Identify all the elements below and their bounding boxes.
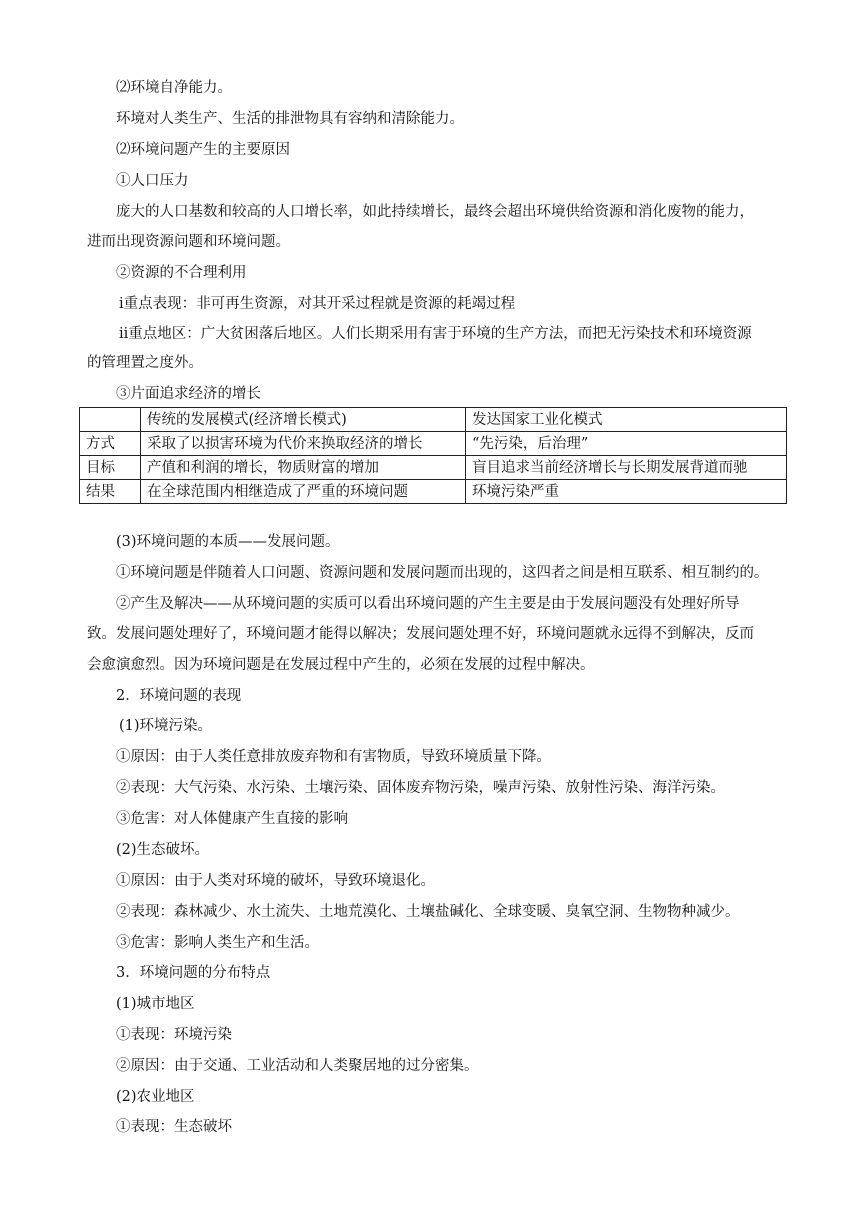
paragraph-line: ②表现：大气污染、水污染、土壤污染、固体废弃物污染，噪声污染、放射性污染、海洋污染。 [116, 780, 725, 796]
paragraph-line: ⑵环境自净能力。 [116, 80, 232, 96]
paragraph-line: ①原因：由于人类任意排放废弃物和有害物质，导致环境质量下降。 [116, 749, 551, 765]
table-header-cell: 传统的发展模式(经济增长模式) [141, 408, 466, 432]
table-cell: 在全球范围内相继造成了严重的环境问题 [141, 480, 466, 504]
paragraph-line: ①表现：环境污染 [116, 1027, 232, 1043]
paragraph-line: ②原因：由于交通、工业活动和人类聚居地的过分密集。 [116, 1058, 479, 1074]
paragraph-line: ⑵环境问题产生的主要原因 [116, 142, 290, 158]
paragraph-line: 环境对人类生产、生活的排泄物具有容纳和清除能力。 [116, 111, 464, 127]
paragraph-line: ②表现：森林减少、水土流失、土地荒漠化、土壤盐碱化、全球变暖、臭氧空洞、生物物种减少。 [116, 904, 740, 920]
paragraph-line: ①人口压力 [116, 173, 189, 189]
paragraph-line: 2．环境问题的表现 [116, 688, 242, 704]
table-cell: “先污染，后治理” [466, 432, 787, 456]
paragraph-line: ③危害：对人体健康产生直接的影响 [116, 811, 348, 827]
paragraph-line: (2)生态破坏。 [116, 842, 210, 858]
paragraph-line: (1)城市地区 [116, 996, 195, 1012]
paragraph-line: (1)环境污染。 [119, 718, 213, 734]
paragraph-line: 3．环境问题的分布特点 [116, 965, 271, 981]
table-row-label: 方式 [80, 432, 141, 456]
paragraph-line: ③危害：影响人类生产和生活。 [116, 935, 319, 951]
paragraph-line: ①表现：生态破坏 [116, 1119, 232, 1135]
paragraph-line: ①原因：由于人类对环境的破坏，导致环境退化。 [116, 873, 435, 889]
paragraph-line: (2)农业地区 [116, 1089, 195, 1105]
comparison-table [79, 407, 787, 504]
table-cell: 产值和利润的增长，物质财富的增加 [141, 456, 466, 480]
table-header-cell: 发达国家工业化模式 [466, 408, 787, 432]
table-row [80, 480, 787, 504]
table-row [80, 432, 787, 456]
table-header-row [80, 408, 787, 432]
paragraph-line: ①环境问题是伴随着人口问题、资源问题和发展问题而出现的，这四者之间是相互联系、相互制约的。 [116, 565, 769, 581]
table-header-cell [80, 408, 141, 432]
table-row-label: 目标 [80, 456, 141, 480]
table-cell: 盲目追求当前经济增长与长期发展背道而驰 [466, 456, 787, 480]
paragraph-line: 庞大的人口基数和较高的人口增长率，如此持续增长，最终会超出环境供给资源和消化废物的能力， [116, 204, 754, 220]
table-row [80, 456, 787, 480]
table-row-label: 结果 [80, 480, 141, 504]
table-cell: 采取了以损害环境为代价来换取经济的增长 [141, 432, 466, 456]
paragraph-line: 的管理置之度外。 [87, 355, 203, 371]
paragraph-line: 进而出现资源问题和环境问题。 [87, 234, 290, 250]
table-cell: 环境污染严重 [466, 480, 787, 504]
paragraph-line: ②产生及解决——从环境问题的实质可以看出环境问题的产生主要是由于发展问题没有处理好所导 [116, 596, 740, 612]
paragraph-line: ②资源的不合理利用 [116, 265, 247, 281]
paragraph-line: ⅰ重点表现：非可再生资源，对其开采过程就是资源的耗竭过程 [119, 296, 516, 312]
paragraph-line: (3)环境问题的本质——发展问题。 [116, 534, 340, 550]
paragraph-line: 致。发展问题处理好了，环境问题才能得以解决；发展问题处理不好，环境问题就永远得不到解决，反而 [87, 626, 754, 642]
paragraph-line: ③片面追求经济的增长 [116, 386, 261, 402]
paragraph-line: ⅱ重点地区：广大贫困落后地区。人们长期采用有害于环境的生产方法，而把无污染技术和环境资源 [119, 326, 752, 342]
paragraph-line: 会愈演愈烈。因为环境问题是在发展过程中产生的，必须在发展的过程中解决。 [87, 657, 595, 673]
